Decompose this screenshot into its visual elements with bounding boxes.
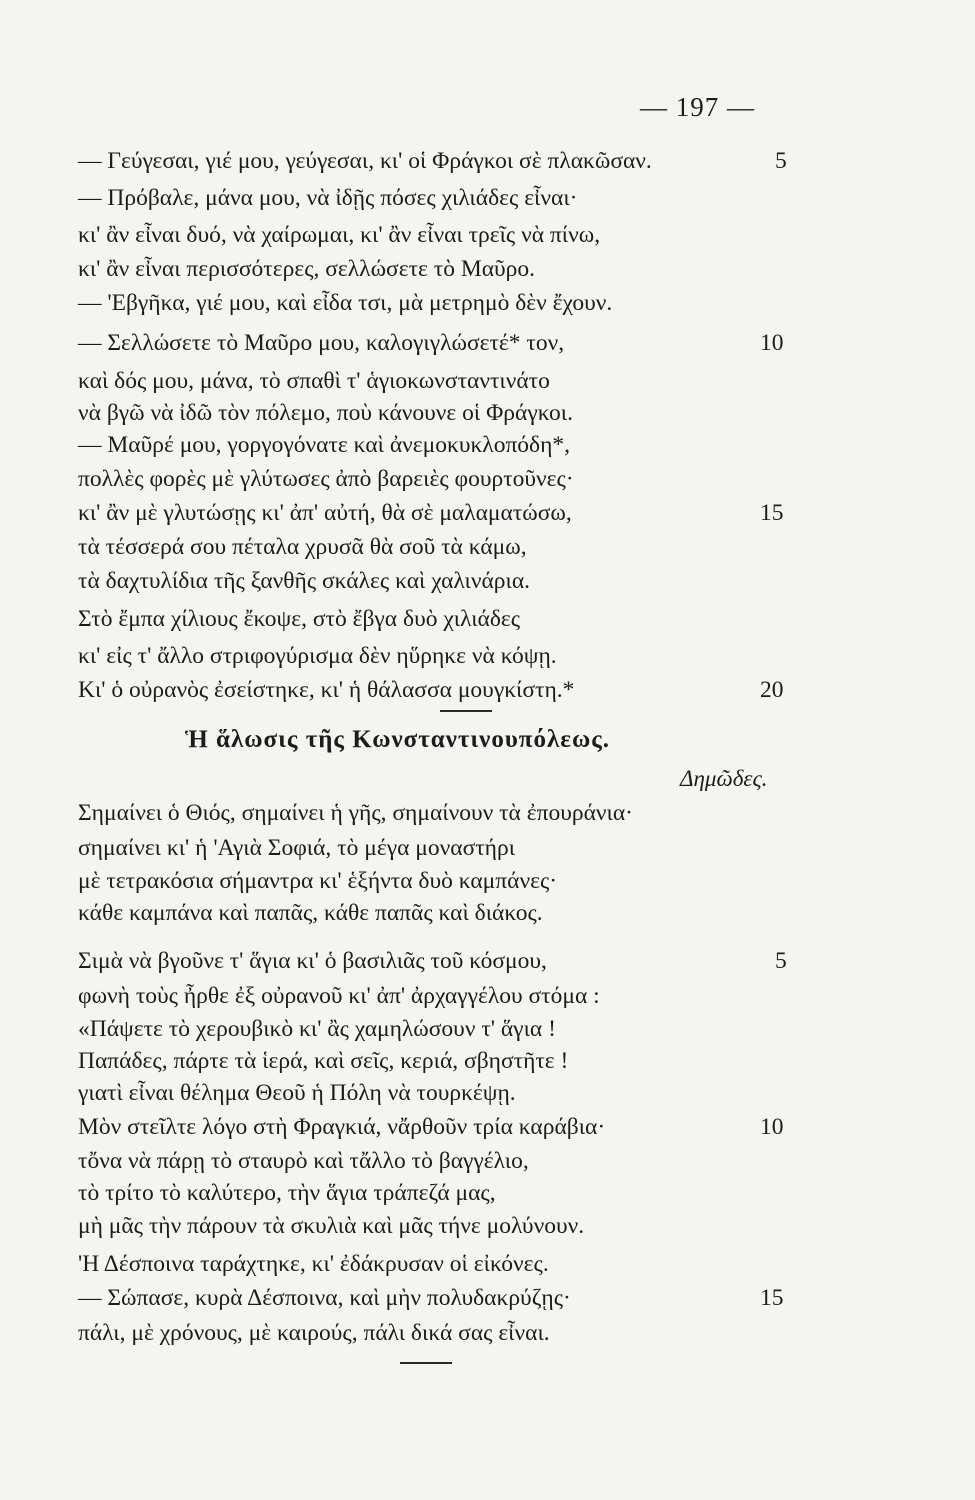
poem-1-line: τὰ τέσσερά σου πέταλα χρυσᾶ θὰ σοῦ τὰ κάμω, (78, 534, 527, 560)
line-number: 10 (760, 330, 784, 356)
poem-1-line: — 'Εβγῆκα, γιέ μου, καὶ εἶδα τσι, μὰ μετρημὸ δὲν ἔχουν. (78, 290, 613, 316)
section-subtitle: Δημῶδες. (680, 766, 768, 791)
line-number: 15 (760, 1285, 784, 1311)
poem-1-line: κι' ἂν εἶναι δυό, νὰ χαίρωμαι, κι' ἂν εἶναι τρεῖς νὰ πίνω, (78, 222, 601, 248)
poem-1-line: πολλὲς φορὲς μὲ γλύτωσες ἀπὸ βαρειὲς φουρτοῦνες· (78, 466, 574, 492)
poem-1-line: Στὸ ἔμπα χίλιους ἔκοψε, στὸ ἔβγα δυὸ χιλιάδες (78, 606, 521, 632)
end-ornament (400, 1362, 452, 1364)
line-number: 20 (760, 677, 784, 703)
poem-2-line: τὄνα νὰ πάρῃ τὸ σταυρὸ καὶ τἄλλο τὸ βαγγέλιο, (78, 1148, 529, 1174)
poem-2-line: κάθε καμπάνα καὶ παπᾶς, κάθε παπᾶς καὶ διάκος. (78, 900, 543, 926)
poem-2-line: σημαίνει κι' ἡ 'Αγιὰ Σοφιά, τὸ μέγα μοναστήρι (78, 835, 516, 861)
poem-1-line: νὰ βγῶ νὰ ἰδῶ τὸν πόλεμο, ποὺ κάνουνε οἱ Φράγκοι. (78, 400, 573, 426)
page-number: — 197 — (640, 92, 755, 122)
poem-2-line: Παπάδες, πάρτε τὰ ἱερά, καὶ σεῖς, κεριά, σβηστῆτε ! (78, 1048, 569, 1074)
poem-1-line: — Σελλώσετε τὸ Μαῦρο μου, καλογιγλώσετέ* τον, (78, 330, 565, 356)
poem-2-line: Σημαίνει ὁ Θιός, σημαίνει ἡ γῆς, σημαίνουν τὰ ἐπουράνια· (78, 800, 633, 826)
poem-1-line: καὶ δός μου, μάνα, τὸ σπαθὶ τ' ἁγιοκωνσταντινάτο (78, 368, 550, 394)
poem-2-line: — Σώπασε, κυρὰ Δέσποινα, καὶ μὴν πολυδακρύζῃς· (78, 1285, 571, 1311)
line-number: 15 (760, 500, 784, 526)
section-divider-ornament (440, 710, 492, 712)
poem-1-line: Κι' ὁ οὐρανὸς ἐσείστηκε, κι' ἡ θάλασσα μουγκίστη.* (78, 677, 575, 703)
poem-1-line: — Μαῦρέ μου, γοργογόνατε καὶ ἀνεμοκυκλοπόδη*, (78, 432, 571, 458)
line-number: 10 (760, 1114, 784, 1140)
poem-2-line: μὴ μᾶς τὴν πάρουν τὰ σκυλιὰ καὶ μᾶς τήνε μολύνουν. (78, 1213, 585, 1239)
poem-1-line: — Πρόβαλε, μάνα μου, νὰ ἰδῇς πόσες χιλιάδες εἶναι· (78, 185, 578, 211)
poem-1-line: κι' ἂν μὲ γλυτώσῃς κι' ἀπ' αὐτή, θὰ σὲ μαλαματώσω, (78, 500, 572, 526)
poem-2-line: μὲ τετρακόσια σήμαντρα κι' ἑξήντα δυὸ καμπάνες· (78, 868, 558, 894)
section-title: Ἡ ἅλωσις τῆς Κωνσταντινουπόλεως. (185, 726, 611, 753)
poem-2-line: γιατὶ εἶναι θέλημα Θεοῦ ἡ Πόλη νὰ τουρκέψῃ. (78, 1080, 516, 1106)
line-number: 5 (775, 948, 787, 974)
poem-1-line: κι' ἂν εἶναι περισσότερες, σελλώσετε τὸ Μαῦρο. (78, 256, 536, 282)
poem-1-line: — Γεύγεσαι, γιέ μου, γεύγεσαι, κι' οἱ Φράγκοι σὲ πλακῶσαν. (78, 148, 652, 174)
poem-2-line: Σιμὰ νὰ βγοῦνε τ' ἅγια κι' ὁ βασιλιᾶς τοῦ κόσμου, (78, 948, 547, 974)
poem-2-line: 'Η Δέσποινα ταράχτηκε, κι' ἐδάκρυσαν οἱ εἰκόνες. (78, 1251, 549, 1277)
line-number: 5 (775, 148, 787, 174)
poem-1-line: κι' εἰς τ' ἄλλο στριφογύρισμα δὲν ηὕρηκε νὰ κόψῃ. (78, 643, 557, 669)
poem-1-line: τὰ δαχτυλίδια τῆς ξανθῆς σκάλες καὶ χαλινάρια. (78, 568, 531, 594)
poem-2-line: πάλι, μὲ χρόνους, μὲ καιρούς, πάλι δικά σας εἶναι. (78, 1320, 550, 1346)
poem-2-line: φωνὴ τοὺς ἦρθε ἐξ οὐρανοῦ κι' ἀπ' ἀρχαγγέλου στόμα : (78, 983, 600, 1009)
poem-2-line: Μὸν στεῖλτε λόγο στὴ Φραγκιά, νἄρθοῦν τρία καράβια· (78, 1114, 606, 1140)
poem-2-line: «Πάψετε τὸ χερουβικὸ κι' ἂς χαμηλώσουν τ' ἅγια ! (78, 1016, 556, 1042)
poem-2-line: τὸ τρίτο τὸ καλύτερο, τὴν ἅγια τράπεζά μας, (78, 1180, 496, 1206)
